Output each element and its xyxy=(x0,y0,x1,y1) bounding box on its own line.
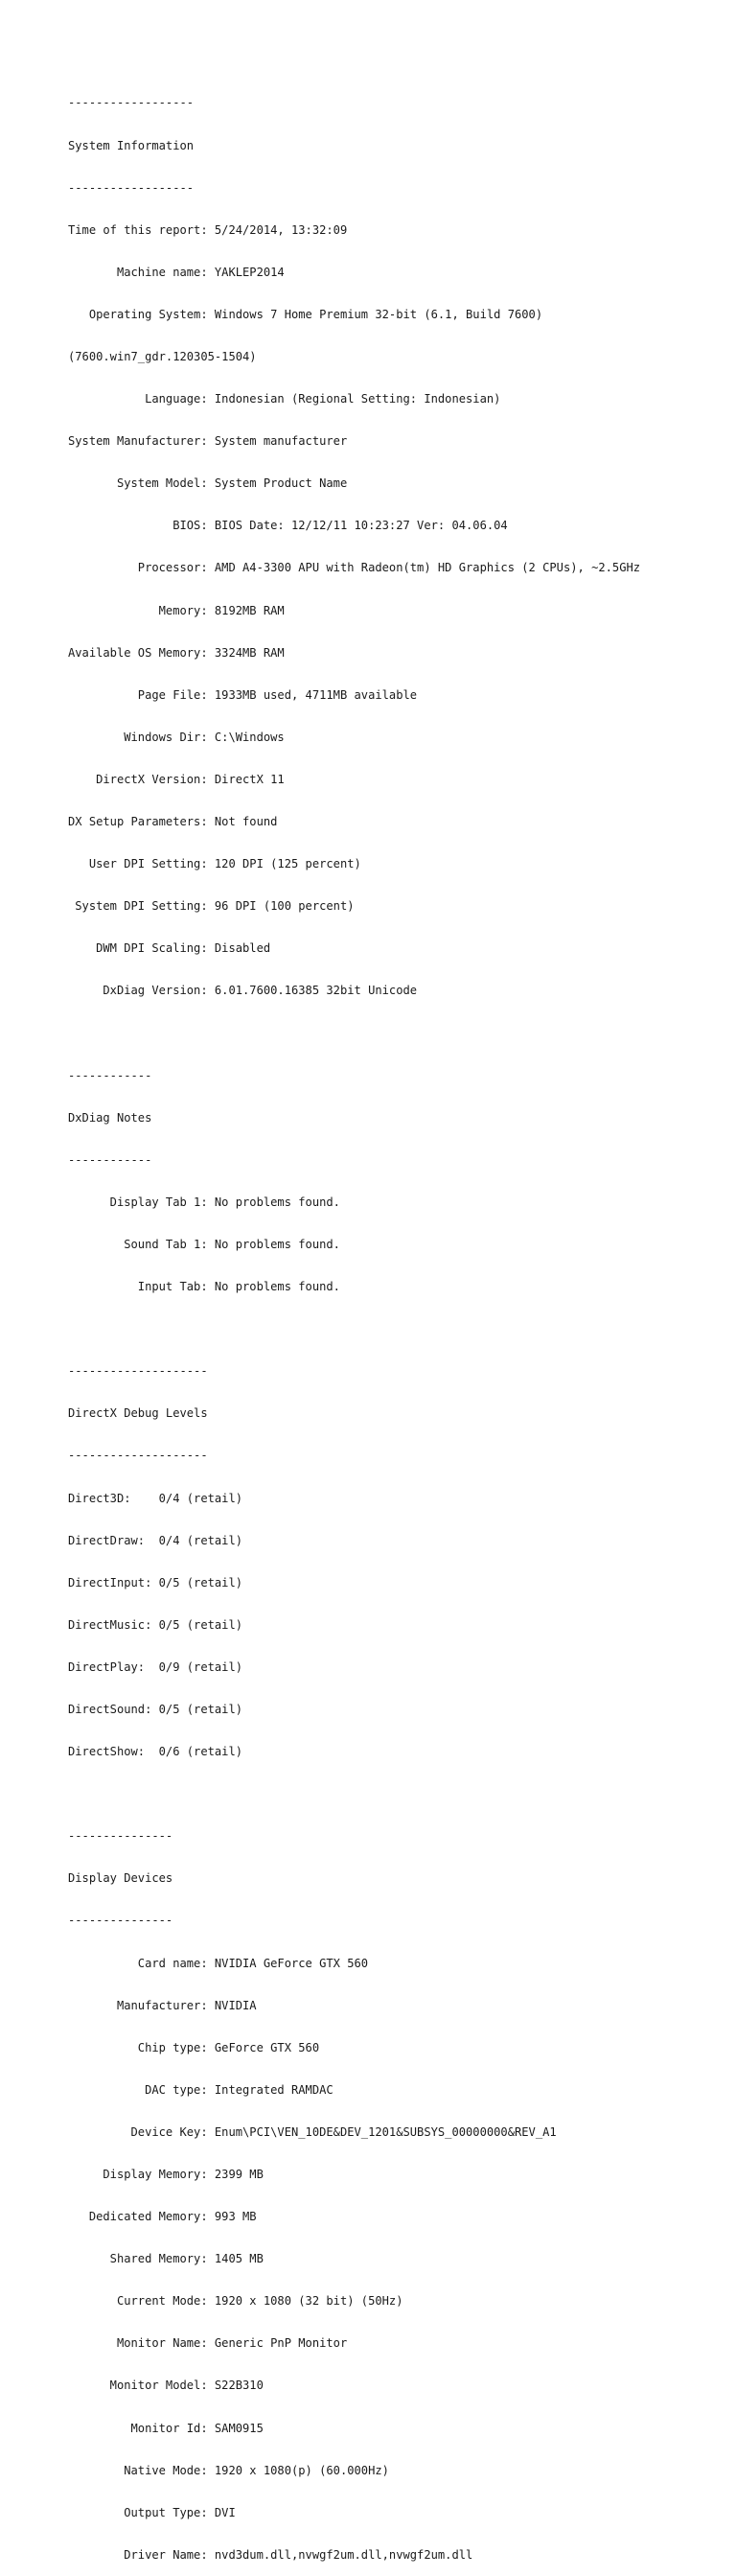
field-dx-setup-parameters: DX Setup Parameters: Not found xyxy=(68,815,278,828)
field-page-file: Page File: 1933MB used, 4711MB available xyxy=(68,687,418,702)
section-rule: ------------------ xyxy=(68,96,195,110)
field-user-dpi-setting: User DPI Setting: 120 DPI (125 percent) xyxy=(68,857,361,871)
field-native-mode: Native Mode: 1920 x 1080(p) (60.000Hz) xyxy=(68,2463,389,2477)
section-rule: ------------------ xyxy=(68,180,195,195)
field-processor: Processor: AMD A4-3300 APU with Radeon(tm) HD Graphics (2 CPUs), ~2.5GHz xyxy=(68,561,641,575)
field-time-of-report: Time of this report: 5/24/2014, 13:32:09 xyxy=(68,222,348,237)
field-dedicated-memory: Dedicated Memory: 993 MB xyxy=(68,2210,257,2224)
field-output-type: Output Type: DVI xyxy=(68,2505,236,2519)
field-monitor-model: Monitor Model: S22B310 xyxy=(68,2379,264,2393)
field-system-model: System Model: System Product Name xyxy=(68,476,348,491)
field-directplay: DirectPlay: 0/9 (retail) xyxy=(68,1659,243,1674)
section-heading-dxdiag-notes: DxDiag Notes xyxy=(68,1110,152,1125)
field-bios: BIOS: BIOS Date: 12/12/11 10:23:27 Ver: 04.06.04 xyxy=(68,519,508,533)
field-dwm-dpi-scaling: DWM DPI Scaling: Disabled xyxy=(68,941,271,956)
field-directdraw: DirectDraw: 0/4 (retail) xyxy=(68,1533,243,1547)
field-current-mode: Current Mode: 1920 x 1080 (32 bit) (50Hz) xyxy=(68,2294,403,2309)
field-manufacturer: Manufacturer: NVIDIA xyxy=(68,1998,257,2012)
field-directinput: DirectInput: 0/5 (retail) xyxy=(68,1575,243,1590)
field-system-dpi-setting: System DPI Setting: 96 DPI (100 percent) xyxy=(68,899,355,914)
field-device-key: Device Key: Enum\PCI\VEN_10DE&DEV_1201&SUBSYS_00000000&REV_A1 xyxy=(68,2124,557,2139)
field-sound-tab-1: Sound Tab 1: No problems found. xyxy=(68,1237,340,1251)
field-dxdiag-version: DxDiag Version: 6.01.7600.16385 32bit Unicode xyxy=(68,984,418,998)
field-direct3d: Direct3D: 0/4 (retail) xyxy=(68,1491,243,1505)
field-driver-name: Driver Name: nvd3dum.dll,nvwgf2um.dll,nvwgf2um.dll xyxy=(68,2547,473,2562)
field-monitor-name: Monitor Name: Generic PnP Monitor xyxy=(68,2336,348,2351)
field-memory: Memory: 8192MB RAM xyxy=(68,603,285,617)
field-card-name: Card name: NVIDIA GeForce GTX 560 xyxy=(68,1956,369,1970)
field-chip-type: Chip type: GeForce GTX 560 xyxy=(68,2040,320,2054)
section-rule: --------------- xyxy=(68,1914,173,1928)
field-directsound: DirectSound: 0/5 (retail) xyxy=(68,1702,243,1716)
field-machine-name: Machine name: YAKLEP2014 xyxy=(68,265,285,279)
field-operating-system-continued: (7600.win7_gdr.120305-1504) xyxy=(68,349,257,363)
field-display-tab-1: Display Tab 1: No problems found. xyxy=(68,1195,340,1209)
field-system-manufacturer: System Manufacturer: System manufacturer xyxy=(68,434,348,449)
section-rule: ------------ xyxy=(68,1152,152,1167)
section-rule: --------------- xyxy=(68,1829,173,1844)
field-directmusic: DirectMusic: 0/5 (retail) xyxy=(68,1617,243,1632)
dxdiag-report xyxy=(68,68,720,2576)
blank-line xyxy=(68,1787,720,1801)
field-dac-type: DAC type: Integrated RAMDAC xyxy=(68,2082,334,2097)
section-heading-display-devices: Display Devices xyxy=(68,1871,173,1886)
field-available-os-memory: Available OS Memory: 3324MB RAM xyxy=(68,645,285,660)
field-display-memory: Display Memory: 2399 MB xyxy=(68,2168,264,2181)
field-operating-system: Operating System: Windows 7 Home Premium 32-bit (6.1, Build 7600) xyxy=(68,307,543,321)
section-heading-directx-debug-levels: DirectX Debug Levels xyxy=(68,1406,208,1421)
blank-line xyxy=(68,1322,720,1336)
field-input-tab: Input Tab: No problems found. xyxy=(68,1280,340,1294)
field-monitor-id: Monitor Id: SAM0915 xyxy=(68,2421,264,2435)
section-rule: -------------------- xyxy=(68,1449,208,1463)
section-rule: ------------ xyxy=(68,1068,152,1082)
field-language: Language: Indonesian (Regional Setting: Indonesian) xyxy=(68,392,501,406)
field-directx-version: DirectX Version: DirectX 11 xyxy=(68,772,285,786)
field-directshow: DirectShow: 0/6 (retail) xyxy=(68,1745,243,1759)
field-shared-memory: Shared Memory: 1405 MB xyxy=(68,2252,264,2266)
section-rule: -------------------- xyxy=(68,1364,208,1379)
field-windows-dir: Windows Dir: C:\Windows xyxy=(68,730,285,744)
section-heading-system-information: System Information xyxy=(68,138,195,152)
blank-line xyxy=(68,1026,720,1040)
